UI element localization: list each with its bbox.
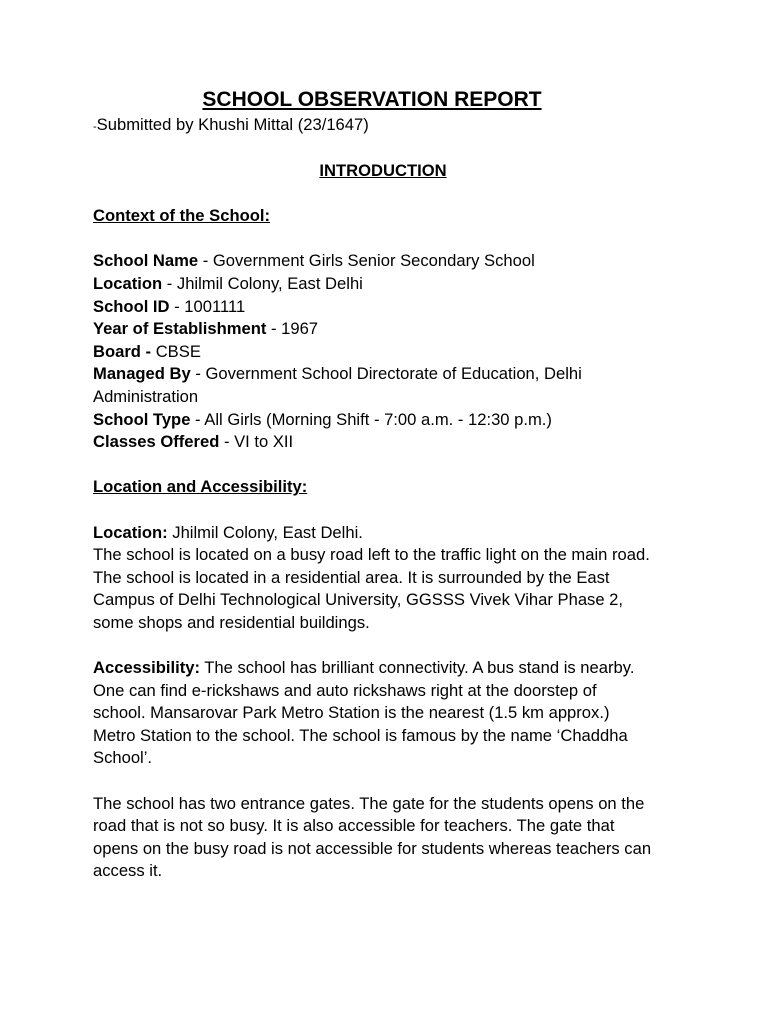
detail-sep: - [190,409,205,429]
detail-value: All Girls (Morning Shift - 7:00 a.m. - 12:30 p.m.) [204,409,552,429]
detail-value: Government Girls Senior Secondary School [212,251,535,271]
detail-value: Government School Directorate of Education, Delhi Administration [93,364,582,406]
submitted-by-text: Submitted by Khushi Mittal (23/1647) [96,115,369,134]
detail-label: Year of Establishment [93,319,267,339]
detail-managed-by [93,363,653,408]
report-title: SCHOOL OBSERVATION REPORT [202,88,542,111]
detail-sep: - [162,273,177,293]
spacer [93,499,653,522]
detail-school-type [93,409,653,432]
spacer [93,454,653,477]
detail-classes [93,431,653,454]
detail-school-id [93,296,653,319]
location-label: Location: [93,522,168,542]
location-paragraph-1: The school is located on a busy road left to the traffic light on the main road. [93,545,650,565]
location-accessibility-heading: Location and Accessibility: [93,477,308,497]
school-details [93,250,653,453]
spacer [93,634,653,657]
introduction-heading: INTRODUCTION [319,161,447,180]
spacer [93,228,653,251]
detail-sep: - [190,364,206,384]
gates-paragraph: The school has two entrance gates. The gate for the students opens on the road that is not so busy. It is also accessible for teachers. The gate that opens on the busy road is not accessible for students whereas teachers can access it. [93,793,652,881]
detail-year [93,318,653,341]
spacer [93,770,653,793]
accessibility-text: The school has brilliant connectivity. A bus stand is nearby. One can find e-rickshaws and auto rickshaws right at the doorstep of school. Mansarovar Park Metro Station is the nearest (1.5 km approx.) Metro Station to the school. The school is famous by the name ‘Chaddha School’. [93,658,635,768]
detail-label: School Name [93,251,199,271]
detail-value: 1967 [281,319,319,339]
detail-label: Managed By [93,364,191,384]
detail-sep: - [169,296,185,316]
detail-label: Classes Offered [93,432,220,452]
document-content [93,86,653,883]
detail-value: Jhilmil Colony, East Delhi [176,273,363,293]
submitted-dash: - [93,121,97,133]
detail-label: School Type [93,409,191,429]
accessibility-label: Accessibility: [93,658,200,678]
detail-sep: - [266,319,282,339]
detail-location [93,273,653,296]
detail-sep: - [198,251,213,271]
detail-school-name [93,250,653,273]
accessibility-paragraph [93,657,653,770]
spacer [93,183,653,206]
context-heading: Context of the School: [93,206,270,226]
detail-value: 1001111 [184,296,246,316]
detail-label: Location [93,273,163,293]
detail-sep: - [219,432,235,452]
location-line [93,522,653,545]
detail-value: VI to XII [234,432,294,452]
detail-label: School ID [93,296,170,316]
detail-board [93,341,653,364]
submitted-by-line [93,114,653,138]
location-value: Jhilmil Colony, East Delhi. [167,522,363,542]
location-paragraph-2: The school is located in a residential area. It is surrounded by the East Campus of Delhi Technological University, GGSSS Vivek Vihar Phase 2, some shops and residential buildings. [93,567,624,632]
detail-value: CBSE [155,341,201,361]
detail-label: Board - [93,341,152,361]
